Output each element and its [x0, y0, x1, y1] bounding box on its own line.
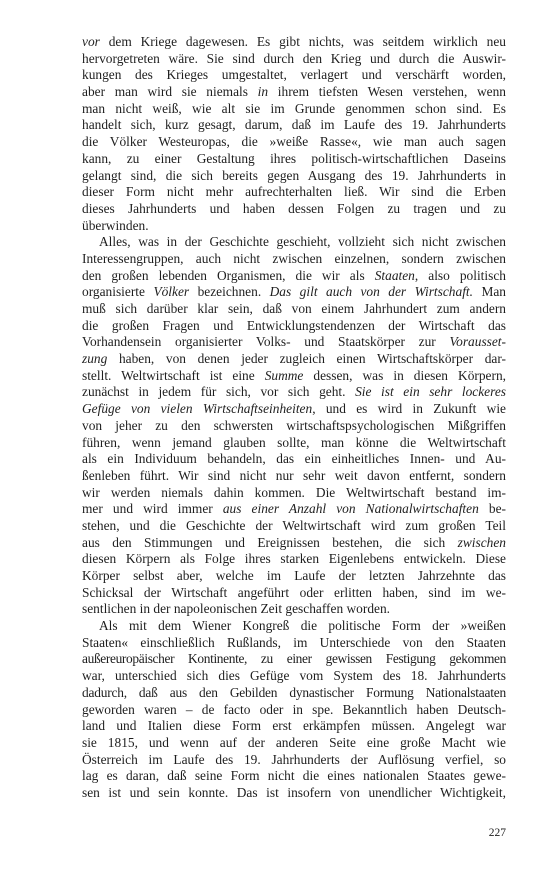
- text-line: sen ist und sein konnte. Das ist insofern von unendlicher Wichtigkeit,: [82, 784, 506, 800]
- text-line: vor dem Kriege dagewesen. Es gibt nichts, was seitdem wirklich neu: [82, 34, 506, 49]
- text-line: Körper selbst aber, welche im Laufe der letzten Jahrzehnte das: [82, 568, 506, 583]
- text-line: kungen des Krieges umgestaltet, verlagert und verschärft worden,: [82, 67, 506, 83]
- text-line: ßenleben führt. Wir sind nicht nur sehr weit davon entfernt, sondern: [82, 467, 506, 483]
- text-line: von jeher zu den schwersten wirtschaftspsychologischen Mißgriffen: [82, 417, 506, 433]
- text-line: dadurch, daß aus den Gebilden dynastischer Formung Nationalstaaten: [82, 684, 506, 700]
- text-line: geworden waren – de facto oder in spe. Bekanntlich haben Deutsch-: [82, 701, 506, 717]
- text-line: land und Italien diese Form erst erkämpfen müssen. Angelegt war: [82, 718, 506, 734]
- text-line: führen, wenn jemand glauben sollte, man könne die Weltwirtschaft: [82, 434, 506, 450]
- text-line: Alles, was in der Geschichte geschieht, vollzieht sich nicht zwischen: [99, 234, 506, 250]
- text-line: diesen Körpern als Folge ihres starken Eigenlebens entwickeln. Diese: [82, 551, 506, 567]
- text-line: gelangt sind, die sich bereits gegen Ausgang des 19. Jahrhunderts in: [82, 167, 506, 183]
- text-line: dieser Form nicht mehr aufrechterhalten ließ. Wir sind die Erben: [82, 184, 506, 200]
- text-line: war, unterschied sich dies Gefüge vom System des 18. Jahrhunderts: [82, 668, 506, 684]
- paragraph-2: [82, 234, 506, 618]
- text-line: Interessengruppen, auch nicht zwischen einzelnen, sondern zwischen: [82, 250, 506, 266]
- text-line: dieses Jahrhunderts und haben dessen Folgen zu tragen und zu: [82, 200, 506, 216]
- text-line: den großen lebenden Organismen, die wir als Staaten, also politisch: [82, 267, 506, 283]
- text-line: stehen, und die Geschichte der Weltwirtschaft wird zum großen Teil: [82, 517, 506, 533]
- text-line: aber man wird sie niemals in ihrem tiefsten Wesen verstehen, wenn: [82, 84, 506, 100]
- text-line: Schicksal der Wirtschaft angeführt oder erlitten haben, sind im we-: [82, 584, 506, 600]
- text-line: hervorgetreten wäre. Sie sind durch den Krieg und durch die Auswir-: [82, 50, 506, 66]
- text-line: sentlichen in der napoleonischen Zeit geschaffen worden.: [82, 601, 390, 617]
- text-line: zung haben, von denen jeder zugleich einen Wirtschaftskörper dar-: [82, 351, 506, 367]
- text-line: wir werden niemals dahin kommen. Die Weltwirtschaft bestand im-: [82, 484, 506, 500]
- text-line: lag es daran, daß seine Form nicht die eines nationalen Staates gewe-: [82, 768, 506, 784]
- text-line: die großen Fragen und Entwicklungstendenzen der Wirtschaft das: [82, 317, 506, 333]
- text-line: außereuropäischer Kontinente, zu einer gewissen Festigung gekommen: [82, 651, 506, 667]
- text-line: sie 1815, und wenn auf der anderen Seite eine große Macht wie: [82, 734, 506, 750]
- text-line: man nicht weiß, wie alt sie im Grunde genommen schon sind. Es: [82, 100, 506, 116]
- paragraph-1: [82, 34, 506, 234]
- text-line: organisierte Völker bezeichnen. Das gilt auch von der Wirtschaft. Man: [82, 284, 507, 300]
- text-line: Staaten« einschließlich Rußlands, im Unterschiede von den Staaten: [82, 634, 506, 650]
- text-page: [82, 34, 506, 802]
- paragraph-3: [82, 618, 506, 802]
- text-line: Österreich im Laufe des 19. Jahrhunderts der Auflösung verfiel, so: [82, 751, 506, 767]
- text-line: stellt. Weltwirtschaft ist eine Summe dessen, was in diesen Körpern,: [82, 367, 506, 383]
- text-line: Gefüge von vielen Wirtschaftseinheiten, und es wird in Zukunft wie: [82, 401, 506, 417]
- text-line: muß sich darüber klar sein, daß von einem Jahrhundert zum andern: [82, 301, 506, 316]
- text-line: zunächst in jedem für sich, vor sich geht. Sie ist ein sehr lockeres: [82, 384, 506, 400]
- text-line: die Völker Westeuropas, die »weiße Rasse«, wie man auch sagen: [82, 134, 506, 150]
- text-line: überwinden.: [82, 217, 149, 233]
- text-line: aus den Stimmungen und Ereignissen bestehen, die sich zwischen: [82, 534, 506, 550]
- text-line: Als mit dem Wiener Kongreß die politische Form der »weißen: [99, 618, 506, 634]
- text-line: kann, zu einer Gestaltung ihres politisch-wirtschaftlichen Daseins: [82, 150, 506, 166]
- page-number: 227: [488, 827, 506, 839]
- text-line: mer und wird immer aus einer Anzahl von Nationalwirtschaften be-: [82, 501, 506, 517]
- text-line: handelt sich, kurz gesagt, darum, daß im Laufe des 19. Jahrhunderts: [82, 117, 506, 133]
- text-line: als ein Individuum behandeln, das ein einheitliches Innen- und Au-: [82, 451, 506, 467]
- text-line: Vorhandensein organisierter Volks- und Staatskörper zur Vorausset-: [82, 334, 506, 350]
